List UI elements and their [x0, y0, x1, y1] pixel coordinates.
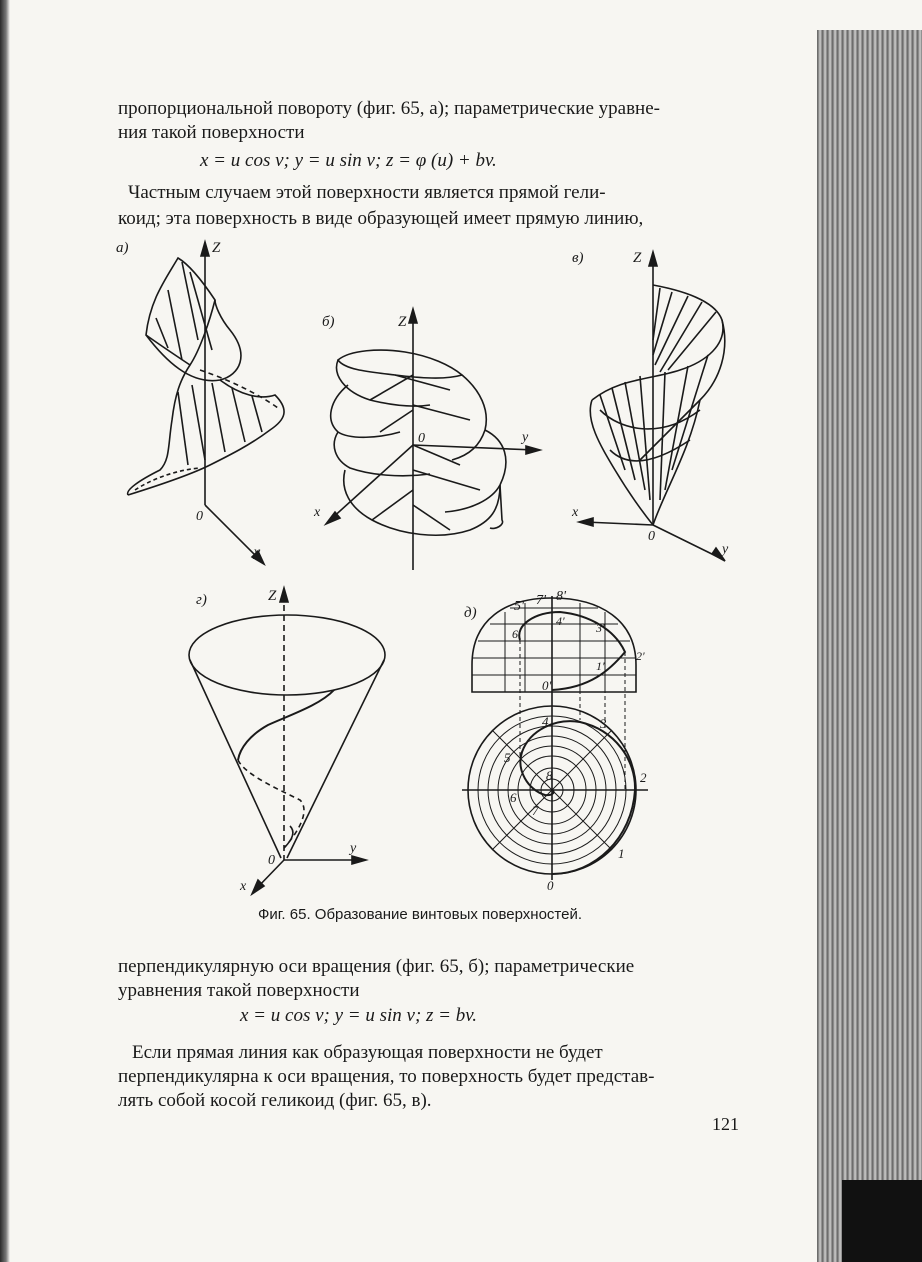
axis-label-x-v: x [572, 505, 579, 520]
panel-g-cone [189, 588, 385, 894]
axis-label-x-b: x [314, 505, 321, 520]
text-line: ния такой поверхности [118, 122, 305, 143]
point-label-4: 4 [542, 714, 549, 729]
formula-1: x = u cos v; y = u sin v; z = φ (u) + bv. [200, 150, 497, 171]
point-label-1p: 1' [596, 659, 605, 673]
origin-label-a: 0 [196, 509, 203, 524]
page-number: 121 [712, 1114, 739, 1134]
text-line: уравнения такой поверхности [118, 980, 360, 1001]
point-label-4p: 4' [556, 614, 565, 628]
panel-v-oblique-helicoid [571, 250, 729, 561]
point-label-8p: 8' [556, 589, 566, 604]
axis-label-x-g: x [240, 879, 247, 894]
point-label-7p: 7' [536, 593, 546, 608]
text-line: Частным случаем этой поверхности является прямой гели- [128, 182, 606, 203]
point-label-5: 5 [504, 750, 511, 765]
panel-label-d: д) [464, 605, 477, 621]
panel-b-helicoid [313, 309, 540, 570]
figure-caption: Фиг. 65. Образование винтовых поверхностей. [258, 906, 583, 923]
point-label-5p: 5' [514, 599, 524, 614]
panel-label-v: в) [572, 250, 584, 266]
point-label-6p: 6' [512, 627, 521, 641]
point-label-8: 8 [546, 768, 553, 783]
axis-label-z-a: Z [212, 240, 221, 256]
text-line: коид; эта поверхность в виде образующей имеет прямую линию, [118, 208, 644, 229]
point-label-0p: 0' [542, 678, 552, 693]
point-label-2p: 2' [636, 649, 645, 663]
point-label-6: 6 [510, 790, 517, 805]
point-label-7: 7 [532, 803, 539, 818]
origin-label-g: 0 [268, 853, 275, 868]
panel-label-b: б) [322, 314, 335, 330]
panel-label-a: а) [116, 240, 129, 256]
point-label-2: 2 [640, 770, 647, 785]
axis-label-y-v: y [722, 542, 729, 557]
text-line: лять собой косой геликоид (фиг. 65, в). [118, 1090, 432, 1111]
text-line: Если прямая линия как образующая поверхности не будет [132, 1042, 603, 1063]
axis-label-z-g: Z [268, 588, 277, 604]
point-label-3: 3 [600, 716, 607, 731]
axis-label-y-a: y [254, 545, 261, 560]
axis-label-z-b: Z [398, 314, 407, 330]
axis-label-y-g: y [350, 841, 357, 856]
text-line: перпендикулярную оси вращения (фиг. 65, б); параметрические [118, 956, 635, 977]
origin-label-b: 0 [418, 431, 425, 446]
panel-a-helicoid [116, 240, 284, 564]
axis-label-z-v: Z [633, 250, 642, 266]
axis-label-y-b: y [522, 430, 529, 445]
panel-label-g: г) [196, 592, 207, 608]
origin-label-v: 0 [648, 529, 655, 544]
panel-d-projections [462, 589, 648, 893]
text-line: пропорциональной повороту (фиг. 65, а); параметрические уравне- [118, 98, 660, 119]
formula-2: x = u cos v; y = u sin v; z = bv. [240, 1005, 478, 1026]
point-label-0: 0 [547, 878, 554, 893]
point-label-1: 1 [618, 846, 625, 861]
text-line: перпендикулярна к оси вращения, то поверхность будет представ- [118, 1066, 655, 1087]
point-label-3p: 3' [596, 621, 605, 635]
